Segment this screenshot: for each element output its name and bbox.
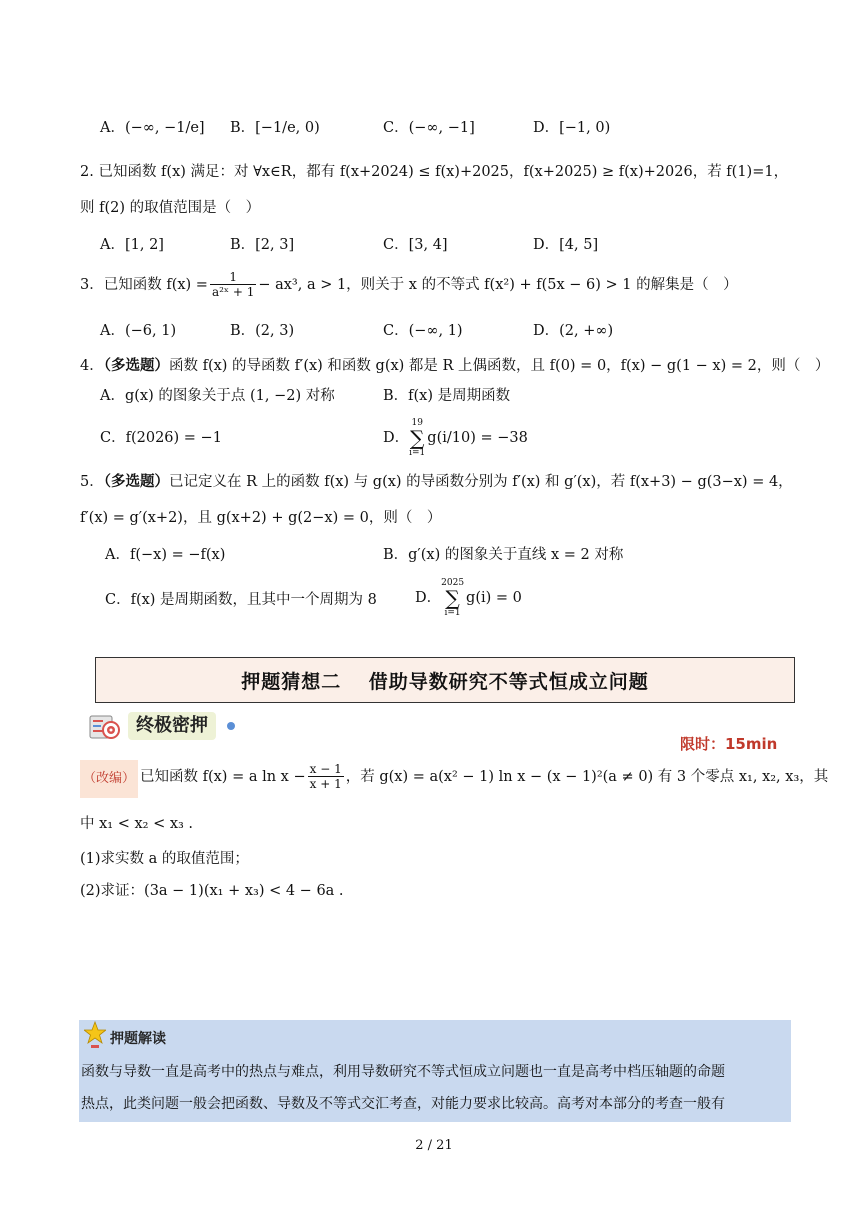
adapted-badge: （改编）: [80, 760, 138, 798]
q2-option-c: C．[3, 4]: [383, 237, 448, 253]
problem-frac-num: x − 1: [309, 762, 342, 776]
q3-frac-den: a²ˣ + 1: [211, 285, 255, 299]
q4-option-d: [383, 418, 528, 458]
q2-option-d: D．[4, 5]: [533, 237, 599, 253]
problem-line1-a: 已知函数 f(x) = a ln x −: [140, 768, 306, 785]
page-number: 2 / 21: [415, 1138, 453, 1153]
q5-option-b: B．g′(x) 的图象关于直线 x = 2 对称: [383, 547, 624, 563]
q5-option-d-body: g(i) = 0: [466, 590, 522, 606]
analysis-line1: 函数与导数一直是高考中的热点与难点，利用导数研究不等式恒成立问题也一直是高考中档压轴题的命题: [81, 1064, 725, 1080]
q2-stem-line2: 则 f(2) 的取值范围是（ ）: [80, 200, 261, 216]
q5-option-c: C．f(x) 是周期函数，且其中一个周期为 8: [105, 592, 377, 608]
problem-frac-den: x + 1: [309, 777, 342, 791]
q1-option-b: B．[−1/e, 0): [230, 120, 320, 136]
target-board-icon: [88, 712, 122, 742]
problem-line1: [140, 762, 828, 791]
q5-stem-line2: f′(x) = g′(x+2)，且 g(x+2) + g(2−x) = 0，则（ ）: [80, 510, 442, 526]
q1-option-d: D．[−1, 0): [533, 120, 611, 136]
problem-fraction: [308, 762, 344, 791]
q2-option-b: B．[2, 3]: [230, 237, 295, 253]
section-title: 押题猜想二 借助导数研究不等式恒成立问题: [241, 670, 649, 693]
problem-part1: (1)求实数 a 的取值范围；: [80, 851, 249, 867]
tag-final-prediction: 终极密押: [128, 712, 216, 740]
section-header: [95, 657, 795, 703]
q3-stem-suffix: − ax³, a > 1，则关于 x 的不等式 f(x²) + f(5x − 6) > 1 的解集是（ ）: [258, 276, 738, 293]
q3-stem-prefix: 3．已知函数 f(x) =: [80, 276, 208, 293]
q3-option-d: D．(2, +∞): [533, 323, 614, 339]
problem-part2: (2)求证：(3a − 1)(x₁ + x₃) < 4 − 6a .: [80, 883, 344, 899]
q4-option-a: A．g(x) 的图象关于点 (1, −2) 对称: [100, 388, 335, 404]
q4-option-d-body: g(i/10) = −38: [427, 430, 528, 446]
q3-stem: [80, 270, 738, 299]
problem-line1-b: ，若 g(x) = a(x² − 1) ln x − (x − 1)²(a ≠ 0) 有 3 个零点 x₁, x₂, x₃，其: [345, 768, 829, 785]
star-icon: [84, 1020, 106, 1050]
problem-line2: 中 x₁ < x₂ < x₃ .: [80, 816, 194, 832]
q5-sum-symbol: 2025 ∑ i=1: [441, 578, 465, 618]
time-limit: 限时：15min: [680, 735, 778, 753]
q5-stem-text1: 已记定义在 R 上的函数 f(x) 与 g(x) 的导函数分别为 f′(x) 和 g′(x)，若 f(x+3) − g(3−x) = 4，: [168, 474, 793, 490]
q5-number: 5．: [80, 474, 104, 490]
q4-option-d-prefix: D．: [383, 430, 410, 446]
q4-sum-symbol: 19 ∑ i=1: [409, 418, 426, 458]
q4-stem: [80, 356, 829, 376]
q4-option-c: C．f(2026) = −1: [100, 430, 222, 446]
q5-stem-line1: [80, 472, 793, 492]
q5-sum-bottom: i=1: [444, 608, 461, 618]
q3-option-a: A．(−6, 1): [100, 323, 177, 339]
q2-option-a: A．[1, 2]: [100, 237, 164, 253]
q4-number: 4．: [80, 358, 104, 374]
q5-sum-top: 2025: [441, 578, 465, 588]
analysis-heading: 押题解读: [110, 1031, 166, 1047]
q4-stem-text: 函数 f(x) 的导函数 f′(x) 和函数 g(x) 都是 R 上偶函数，且 f(0) = 0，f(x) − g(1 − x) = 2，则（ ）: [168, 358, 830, 374]
q4-sum-top: 19: [411, 418, 423, 428]
q5-option-a: A．f(−x) = −f(x): [105, 547, 226, 563]
q4-sum-bottom: i=1: [409, 448, 426, 458]
q3-frac-num: 1: [210, 270, 256, 285]
q2-stem-line1: 2. 已知函数 f(x) 满足：对 ∀x∈R，都有 f(x+2024) ≤ f(x)+2025，f(x+2025) ≥ f(x)+2026，若 f(1)=1，: [80, 164, 789, 180]
q5-multi-tag: （多选题）: [103, 474, 169, 490]
q4-option-b: B．f(x) 是周期函数: [383, 388, 511, 404]
analysis-line2: 热点，此类问题一般会把函数、导数及不等式交汇考查，对能力要求比较高。高考对本部分的考查一般有: [81, 1096, 725, 1112]
q1-option-c: C．(−∞, −1]: [383, 120, 475, 136]
q1-option-a: A．(−∞, −1/e]: [100, 120, 205, 136]
q3-option-b: B．(2, 3): [230, 323, 295, 339]
tag-dot: [227, 722, 235, 730]
q4-multi-tag: （多选题）: [103, 358, 169, 374]
q3-option-c: C．(−∞, 1): [383, 323, 463, 339]
q5-option-d-prefix: D．: [415, 590, 442, 606]
q3-fraction: [210, 270, 256, 299]
q5-option-d: [415, 578, 522, 618]
